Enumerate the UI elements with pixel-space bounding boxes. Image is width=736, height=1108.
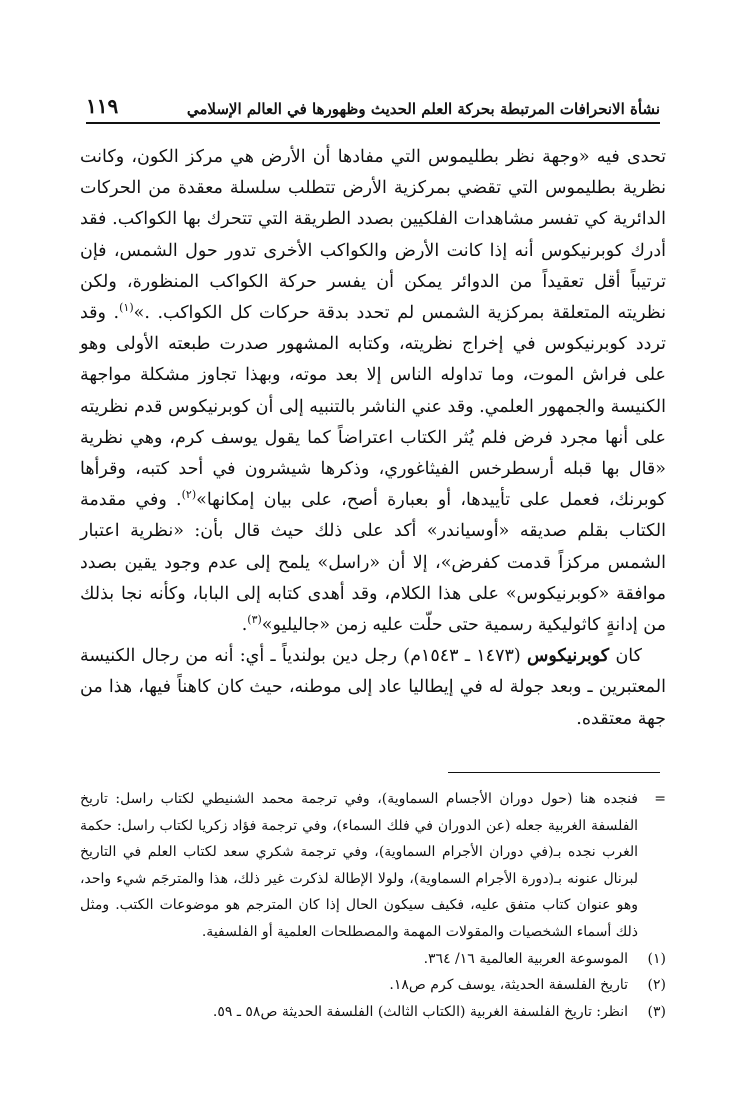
- main-text: [80, 142, 666, 735]
- footnote-ref-2: (٢): [181, 488, 197, 502]
- paragraph-1-part1: تحدى فيه «وجهة نظر بطليموس التي مفادها أن الأرض هي مركز الكون، وكانت نظرية بطليموس التي تقضي بمركزية الأرض تتطلب سلسلة معقدة من الحركات الدائرية كي تفسر مشاهدات الفلكيين بصدد الطريقة التي تتحرك بها الكواكب. فقد أدرك كوبرنيكوس أنه إذا كانت الأرض والكواكب الأخرى تدور حول الشمس، فإن ترتيباً أقل تعقيداً من الدوائر يمكن أن يفسر حركة الكواكب المنظورة، ولكن نظريته المتعلقة بمركزية الشمس لم تحدد بدقة حركات كل الكواكب. .»: [80, 147, 666, 324]
- header-rule: [86, 122, 660, 124]
- footnote-text: الموسوعة العربية العالمية ١٦/ ٣٦٤.: [423, 950, 628, 967]
- footnote-item: [80, 999, 666, 1026]
- footnote-ref-3: (٣): [247, 613, 262, 627]
- footnote-number: (٢): [647, 977, 666, 994]
- paragraph-2-lead: كان: [615, 646, 642, 667]
- footnote-text: انظر: تاريخ الفلسفة الغربية (الكتاب الثالث) الفلسفة الحديثة ص٥٨ ـ ٥٩.: [212, 1003, 628, 1020]
- paragraph-1-part2: . وقد تردد كوبرنيكوس في إخراج نظريته، وكتابه المشهور صدرت طبعته الأولى وهو على فراش الموت، وما تداوله الناس إلا بعد موته، وبهذا تجاوز مشكلة مواجهة الكنيسة والجمهور العلمي. وقد عني الناشر بالتنبيه إلى أن كوبرنيكوس قدم نظريته على أنها مجرد فرض فلم يُثر الكتاب اعتراضاً كما يقول يوسف كرم، وهي نظرية «قال بها قبله أرسطرخس الفيثاغوري، وذكرها شيشرون في أحد كتبه، وقرأها كوبرنك، فعمل على تأييدها، أو بعبارة أصح، على بيان إمكانها»: [80, 303, 667, 511]
- paragraph-1-part3: . وفي مقدمة الكتاب بقلم صديقه «أوسياندر» أكد على ذلك حيث قال بأن: «نظرية اعتبار الشمس مركزاً قدمت كفرض»، إلا أن «راسل» يلمح إلى عدم وجود يقين بصدد موافقة «كوبرنيكوس» على هذا الكلام، وقد أهدى كتابه إلى البابا، وكأنه نجا بذلك من إدانةٍ كاثوليكية رسمية حتى حلّت عليه زمن «جاليليو»: [80, 490, 666, 636]
- footnote-number: (٣): [647, 1003, 666, 1020]
- footnote-rule: [448, 772, 660, 773]
- page-header: [86, 88, 660, 118]
- footnote-item: [80, 972, 666, 999]
- running-title: نشأة الانحرافات المرتبطة بحركة العلم الحديث وظهورها في العالم الإسلامي: [186, 100, 660, 118]
- footnote-number: (١): [647, 950, 666, 967]
- paragraph-1: [80, 142, 666, 641]
- footnote-text: تاريخ الفلسفة الحديثة، يوسف كرم ص١٨.: [389, 977, 628, 994]
- paragraph-1-part4: .: [241, 615, 248, 636]
- footnote-ref-1: (١): [119, 301, 134, 315]
- copernicus-name: كوبرنيكوس: [527, 646, 610, 667]
- footnotes: [80, 786, 666, 1025]
- paragraph-2: [80, 641, 666, 735]
- footnote-continuation: [80, 786, 666, 946]
- paragraph-2-rest: (١٤٧٣ ـ ١٥٤٣م) رجل دين بولندياً ـ أي: أنه من رجال الكنيسة المعتبرين ـ وبعد جولة له في إيطاليا عاد إلى موطنه، حيث كان كاهناً فيها، هذا من جهة معتقده.: [80, 646, 666, 729]
- continuation-mark: =: [654, 791, 666, 807]
- continuation-text: فنجده هنا (حول دوران الأجسام السماوية)، وفي ترجمة محمد الشنيطي لكتاب راسل: تاريخ الفلسفة الغربية جعله (عن الدوران في فلك السماء)، وفي ترجمة فؤاد زكريا لكتاب راسل: حكمة الغرب نجده بـ(في دوران الأجرام السماوية)، وفي ترجمة شكري سعد لكتاب العلم في التاريخ لبرنال عنونه بـ(دورة الأجرام السماوية)، ولولا الإطالة لذكرت غير ذلك، هذا والمترجَم شيء واحد، وهو عنوان كتاب متفق عليه، فكيف سيكون الحال إذا كان المترجم هو موضوعات الكتب. ومثل ذلك أسماء الشخصيات والمقولات المهمة والمصطلحات العلمية أو الفلسفية.: [80, 791, 638, 940]
- page-number: ١١٩: [86, 94, 119, 118]
- footnote-item: [80, 946, 666, 973]
